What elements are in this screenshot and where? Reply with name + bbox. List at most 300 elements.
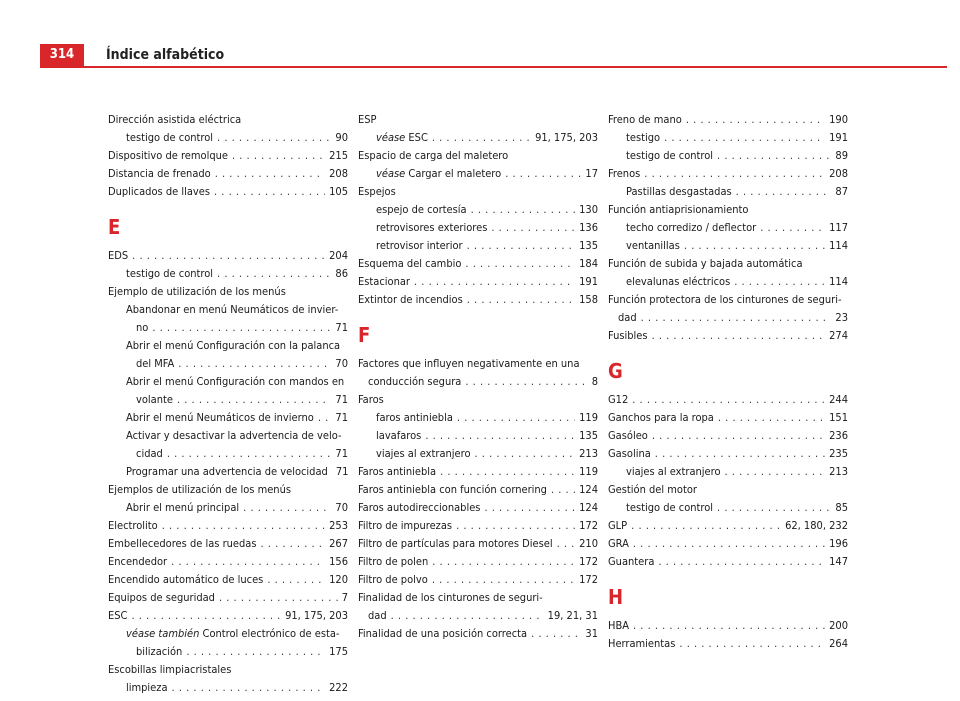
entry-text: espejo de cortesía [376,203,467,216]
dot-leader [425,427,575,445]
dot-leader [644,165,825,183]
dot-leader [632,391,825,409]
index-entry [608,273,848,291]
entry-text: Faros antiniebla con función cornering [358,483,547,496]
dot-leader [457,409,575,427]
entry-text: Activar y desactivar la advertencia de velo- [126,429,342,442]
entry-text: Finalidad de los cinturones de seguri- [358,591,543,604]
entry-text: faros antiniebla [376,411,453,424]
index-entry [108,283,348,301]
page-reference: 71 [335,321,348,334]
page-reference: 90 [335,131,348,144]
entry-text: Pastillas desgastadas [626,185,732,198]
page-reference: 70 [335,357,348,370]
page-reference: 119 [579,465,598,478]
dot-leader [261,535,326,553]
entry-label [626,183,732,201]
entry-text: cidad [136,447,163,460]
page-reference: 86 [335,267,348,280]
entry-label [108,571,263,589]
entry-text: testigo de control [626,149,714,162]
index-entry [608,309,848,327]
index-entry [358,625,598,643]
entry-label [626,147,713,165]
entry-text: Ganchos para la ropa [608,411,714,424]
page-header [40,44,947,66]
dot-leader [679,635,825,653]
page-reference: 87 [835,185,848,198]
page-reference: 117 [829,221,848,234]
entry-text: Filtro de polvo [358,573,428,586]
entry-text: Ejemplos de utilización de los menús [108,483,292,496]
index-entry [358,147,598,165]
index-entry [358,553,598,571]
entry-label [626,463,721,481]
dot-leader [432,129,531,147]
index-entry [108,129,348,147]
entry-text: Distancia de frenado [108,167,211,180]
index-entry [358,463,598,481]
entry-text: Estacionar [358,275,410,288]
entry-text: viajes al extranjero [376,447,471,460]
entry-text: Abrir el menú Configuración con la palanca [126,339,341,352]
entry-label [608,327,648,345]
index-entry [108,445,348,463]
entry-label [376,409,453,427]
index-entry [358,111,598,129]
page-reference: 274 [829,329,848,342]
entry-label [626,219,756,237]
entry-label [608,617,629,635]
page-number: 314 [40,44,84,66]
entry-text: GLP [608,519,628,532]
entry-label [376,165,501,183]
index-entry [108,463,348,481]
entry-label [136,643,182,661]
entry-label [376,219,487,237]
page-reference: 130 [579,203,598,216]
page-reference: 264 [829,637,848,650]
page-reference: 158 [579,293,598,306]
page-reference: 213 [579,447,598,460]
entry-label [358,273,410,291]
entry-text: Espejos [358,185,396,198]
dot-leader [551,481,575,499]
index-entry [108,517,348,535]
page-reference: 124 [579,483,598,496]
index-entry [358,409,598,427]
index-entry [608,147,848,165]
index-entry [108,355,348,373]
index-entry [608,237,848,255]
index-entry [608,391,848,409]
dot-leader [717,499,831,517]
entry-label [358,357,580,370]
dot-leader [760,219,825,237]
entry-text: HBA [608,619,630,632]
page-reference: 184 [579,257,598,270]
entry-label [126,409,314,427]
dot-leader [531,625,581,643]
entry-text: Función de subida y bajada automática [608,257,803,270]
index-entry [608,183,848,201]
entry-text: Freno de mano [608,113,682,126]
entry-text: retrovisores exteriores [376,221,488,234]
entry-label [358,113,377,126]
entry-label [608,409,714,427]
page-reference: 7 [341,591,348,604]
entry-text: Fusibles [608,329,648,342]
see-reference: véase [376,167,406,180]
entry-label [368,607,387,625]
entry-label [368,373,461,391]
entry-text: ESC [108,609,128,622]
index-entry [358,517,598,535]
index-entry [108,337,348,355]
dot-leader [736,183,832,201]
entry-label [608,635,675,653]
entry-label [608,391,628,409]
entry-text: Faros autodireccionables [358,501,481,514]
index-entry [108,183,348,201]
dot-leader [217,129,331,147]
dot-leader [686,111,825,129]
index-entry [608,517,848,535]
page-reference: 236 [829,429,848,442]
dot-leader [432,553,575,571]
dot-leader [633,617,825,635]
index-entry [358,273,598,291]
dot-leader [456,517,575,535]
entry-text: Gestión del motor [608,483,697,496]
entry-text: Faros antiniebla [358,465,437,478]
page-reference: 208 [829,167,848,180]
dot-leader [131,607,281,625]
page-reference: 147 [829,555,848,568]
entry-label [358,535,553,553]
entry-text: Gasóleo [608,429,648,442]
index-group [358,111,598,309]
dot-leader [215,165,325,183]
dot-leader [172,679,326,697]
page-reference: 71 [335,393,348,406]
see-reference: véase [376,131,406,144]
index-column-1 [108,111,348,697]
entry-text: testigo [626,131,661,144]
page-reference: 124 [579,501,598,514]
entry-text: Esquema del cambio [358,257,462,270]
page-reference: 89 [835,149,848,162]
entry-text: ESP [358,113,377,126]
index-entry [608,481,848,499]
page-reference: 267 [329,537,348,550]
index-entry [608,535,848,553]
entry-label [108,535,257,553]
entry-text: Electrolito [108,519,158,532]
entry-label [108,113,241,126]
dot-leader [214,183,325,201]
entry-text: Filtro de impurezas [358,519,453,532]
page-reference: 19, 21, 31 [547,609,598,622]
page-reference: 114 [829,239,848,252]
entry-text: Filtro de partículas para motores Diesel [358,537,553,550]
entry-label [358,481,547,499]
entry-label [608,517,627,535]
page-reference: 172 [579,555,598,568]
index-entry [608,291,848,309]
page-reference: 23 [835,311,848,324]
page-reference: 200 [829,619,848,632]
index-entry [108,391,348,409]
index-entry [608,427,848,445]
dot-leader [178,355,331,373]
entry-text: ventanillas [626,239,680,252]
index-entry [358,219,598,237]
entry-label [376,237,463,255]
dot-leader [655,445,825,463]
entry-label [136,391,173,409]
entry-text: Función protectora de los cinturones de seguri- [608,293,842,306]
dot-leader [162,517,325,535]
index-entry [108,643,348,661]
index-entry [108,571,348,589]
index-group [608,617,848,653]
page-reference: 119 [579,411,598,424]
page-reference: 91, 175, 203 [535,131,598,144]
entry-label [608,111,682,129]
dot-leader [465,373,587,391]
entry-label [376,129,428,147]
index-entry [358,589,598,607]
dot-leader [467,291,575,309]
dot-leader [391,607,544,625]
entry-text: lavafaros [376,429,422,442]
entry-label [608,483,697,496]
index-entry [358,535,598,553]
entry-text: Espacio de carga del maletero [358,149,509,162]
index-entry [358,237,598,255]
dot-leader [217,265,331,283]
page-reference: 213 [829,465,848,478]
index-entry [108,319,348,337]
index-entry [358,255,598,273]
entry-label [358,393,384,406]
index-entry [358,373,598,391]
dot-leader [432,571,575,589]
entry-label [126,129,213,147]
entry-text: ESC [405,131,428,144]
index-entry [108,553,348,571]
page-reference: 8 [591,375,598,388]
entry-label [608,427,648,445]
page-title: Índice alfabético [106,47,225,63]
dot-leader [718,409,825,427]
entry-label [358,185,396,198]
page-reference: 71 [335,411,348,424]
index-entry [108,661,348,679]
entry-label [608,203,748,216]
page-reference: 175 [329,645,348,658]
dot-leader [177,391,331,409]
index-entry [358,183,598,201]
dot-leader [652,327,826,345]
entry-text: Cargar el maletero [405,167,502,180]
page-reference: 253 [329,519,348,532]
index-entry [108,679,348,697]
index-entry [608,129,848,147]
page-reference: 172 [579,519,598,532]
entry-label [358,571,428,589]
index-entry [108,165,348,183]
index-entry [358,445,598,463]
page-reference: 17 [585,167,598,180]
entry-label [358,463,436,481]
index-group [608,111,848,345]
entry-text: Programar una advertencia de velocidad [126,465,328,478]
dot-leader [471,201,576,219]
entry-text: Duplicados de llaves [108,185,211,198]
dot-leader [652,427,825,445]
dot-leader [171,553,325,571]
entry-text: Ejemplo de utilización de los menús [108,285,286,298]
entry-text: testigo de control [126,267,214,280]
dot-leader [465,255,575,273]
entry-label [618,309,637,327]
entry-label [108,165,211,183]
dot-leader [219,589,338,607]
index-entry [108,625,348,643]
entry-text: Frenos [608,167,641,180]
entry-label [108,553,167,571]
dot-leader [232,147,325,165]
index-entry [108,111,348,129]
entry-text: dad [368,609,387,622]
dot-leader [631,517,781,535]
index-entry [358,499,598,517]
entry-text: del MFA [136,357,175,370]
entry-label [626,273,730,291]
entry-label [626,237,680,255]
page-reference: 222 [329,681,348,694]
index-entry [608,635,848,653]
entry-text: Embellecedores de las ruedas [108,537,257,550]
index-entry [608,165,848,183]
index-entry [108,427,348,445]
entry-label [358,149,508,162]
page-reference: 91, 175, 203 [285,609,348,622]
page-reference: 120 [329,573,348,586]
entry-label [126,627,340,640]
page-reference: 135 [579,429,598,442]
dot-leader [186,643,325,661]
dot-leader [641,309,832,327]
entry-label [358,591,543,604]
see-reference: véase también [126,627,200,640]
entry-text: Encendedor [108,555,168,568]
section-letter-h: H [608,585,624,609]
index-entry [358,291,598,309]
index-entry [358,571,598,589]
page-reference: 235 [829,447,848,460]
entry-label [136,355,174,373]
page-reference: 172 [579,573,598,586]
entry-text: Guantera [608,555,655,568]
entry-text: Encendido automático de luces [108,573,264,586]
entry-label [136,319,148,337]
index-entry [608,499,848,517]
dot-leader [318,409,332,427]
entry-text: Extintor de incendios [358,293,463,306]
entry-text: Gasolina [608,447,651,460]
index-entry [358,391,598,409]
index-entry [108,481,348,499]
index-group [108,247,348,697]
entry-text: testigo de control [126,131,214,144]
entry-label [608,293,842,306]
entry-text: limpieza [126,681,168,694]
page-reference: 190 [829,113,848,126]
dot-leader [243,499,331,517]
entry-label [626,129,660,147]
entry-label [108,607,127,625]
page-reference: 191 [829,131,848,144]
page-reference: 215 [329,149,348,162]
index-entry [358,427,598,445]
section-letter-g: G [608,359,623,383]
entry-label [608,257,803,270]
page-reference: 156 [329,555,348,568]
index-entry [108,607,348,625]
dot-leader [658,553,825,571]
index-entry [108,409,348,427]
entry-label [376,445,471,463]
entry-text: Equipos de seguridad [108,591,215,604]
page-reference: 71 [335,447,348,460]
index-group [358,355,598,643]
index-entry [608,219,848,237]
index-entry [108,301,348,319]
page-reference: 31 [585,627,598,640]
entry-text: Filtro de polen [358,555,429,568]
dot-leader [267,571,325,589]
header-rule [40,66,947,68]
page-reference: 71 [335,465,349,478]
entry-text: Finalidad de una posición correcta [358,627,528,640]
dot-leader [132,247,325,265]
entry-label [126,375,344,388]
entry-label [608,553,654,571]
page-reference: 208 [329,167,348,180]
entry-text: retrovisor interior [376,239,463,252]
page-reference: 196 [829,537,848,550]
index-entry [108,535,348,553]
entry-text: viajes al extranjero [626,465,721,478]
dot-leader [475,445,576,463]
index-entry [108,373,348,391]
entry-label [358,255,461,273]
entry-text: dad [618,311,637,324]
page-reference: 210 [579,537,598,550]
entry-label [108,247,128,265]
entry-label [608,535,629,553]
entry-label [108,285,286,298]
dot-leader [557,535,576,553]
index-entry [108,589,348,607]
entry-label [126,265,213,283]
dot-leader [167,445,332,463]
entry-label [358,499,480,517]
entry-text: no [136,321,149,334]
